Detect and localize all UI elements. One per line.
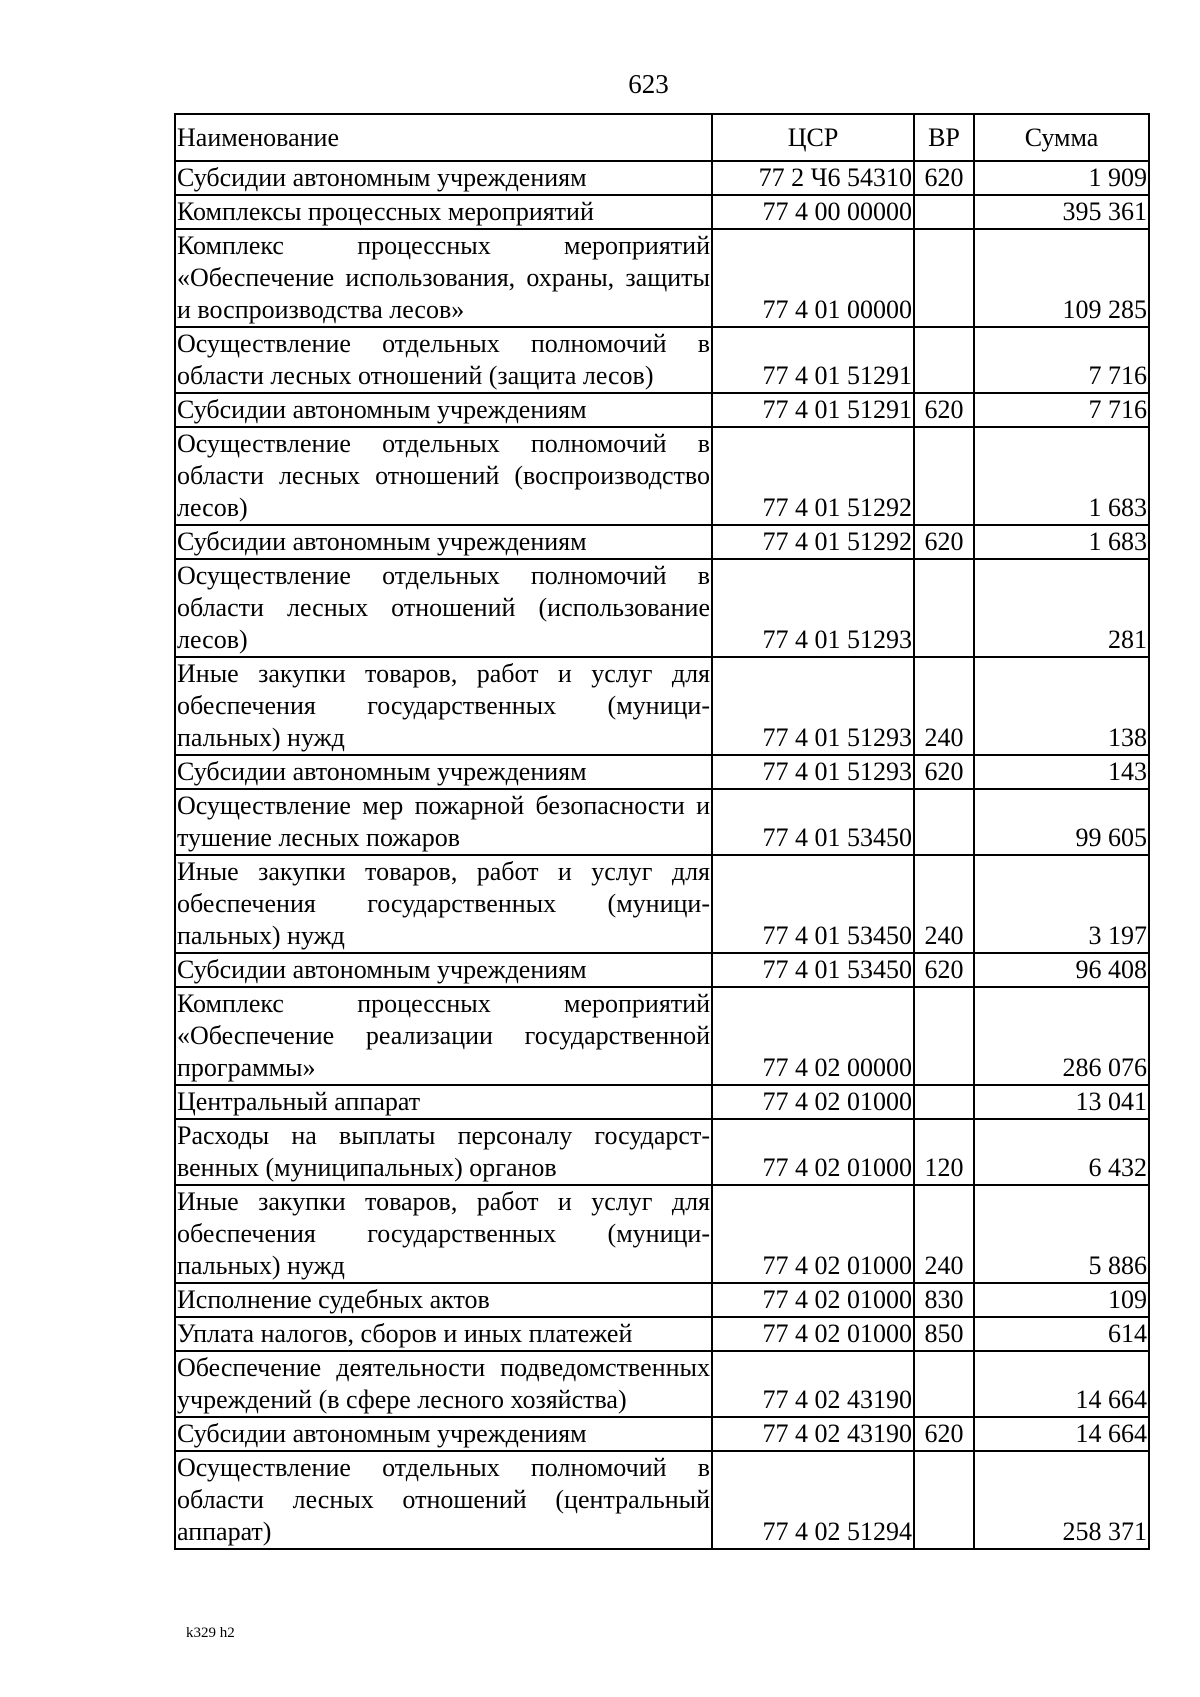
table-row (175, 953, 1149, 987)
header-name: Наименование (175, 114, 712, 161)
cell-sum: 14 664 (974, 1351, 1149, 1417)
cell-name: Центральный аппарат (175, 1085, 712, 1119)
cell-sum: 286 076 (974, 987, 1149, 1085)
cell-name: Комплекс процессных мероприятий «Обеспечение реализации государственной программы» (175, 987, 712, 1085)
cell-vr (914, 195, 974, 229)
cell-name: Субсидии автономным учреждениям (175, 953, 712, 987)
header-sum: Сумма (974, 114, 1149, 161)
cell-vr: 240 (914, 1185, 974, 1283)
budget-table (174, 113, 1150, 1550)
cell-vr: 620 (914, 755, 974, 789)
cell-sum: 143 (974, 755, 1149, 789)
cell-sum: 1 683 (974, 427, 1149, 525)
cell-name: Субсидии автономным учреждениям (175, 161, 712, 195)
cell-name: Комплексы процессных мероприятий (175, 195, 712, 229)
header-vr: ВР (914, 114, 974, 161)
table-row (175, 1317, 1149, 1351)
cell-csr: 77 4 00 00000 (712, 195, 914, 229)
cell-name: Субсидии автономным учреждениям (175, 755, 712, 789)
cell-name: Субсидии автономным учреждениям (175, 1417, 712, 1451)
cell-csr: 77 2 Ч6 54310 (712, 161, 914, 195)
cell-csr: 77 4 02 43190 (712, 1351, 914, 1417)
cell-name: Исполнение судебных актов (175, 1283, 712, 1317)
cell-csr: 77 4 02 01000 (712, 1119, 914, 1185)
table-row (175, 987, 1149, 1085)
cell-vr: 120 (914, 1119, 974, 1185)
table-row (175, 195, 1149, 229)
cell-csr: 77 4 01 51292 (712, 427, 914, 525)
cell-name: Субсидии автономным учреждениям (175, 393, 712, 427)
cell-sum: 1 683 (974, 525, 1149, 559)
cell-csr: 77 4 01 51291 (712, 327, 914, 393)
cell-vr (914, 987, 974, 1085)
table-row (175, 1417, 1149, 1451)
table-header-row (175, 114, 1149, 161)
cell-sum: 96 408 (974, 953, 1149, 987)
cell-sum: 6 432 (974, 1119, 1149, 1185)
cell-name: Осуществление отдельных полномочий в области лесных отношений (воспроизводство лесов) (175, 427, 712, 525)
cell-name: Иные закупки товаров, работ и услуг для обеспечения государственных (муниципальных) нужд (175, 1185, 712, 1283)
header-csr: ЦСР (712, 114, 914, 161)
table-row (175, 855, 1149, 953)
cell-vr (914, 229, 974, 327)
cell-name: Иные закупки товаров, работ и услуг для обеспечения государственных (муниципальных) нужд (175, 855, 712, 953)
cell-vr: 620 (914, 161, 974, 195)
table-row (175, 789, 1149, 855)
cell-csr: 77 4 01 51293 (712, 559, 914, 657)
cell-sum: 7 716 (974, 327, 1149, 393)
cell-name: Уплата налогов, сборов и иных платежей (175, 1317, 712, 1351)
cell-vr (914, 1085, 974, 1119)
cell-name: Осуществление отдельных полномочий в области лесных отношений (защита лесов) (175, 327, 712, 393)
cell-csr: 77 4 02 43190 (712, 1417, 914, 1451)
cell-name: Комплекс процессных мероприятий «Обеспечение использования, охраны, защиты и воспроизводства лесов» (175, 229, 712, 327)
table-row (175, 327, 1149, 393)
table-row (175, 657, 1149, 755)
cell-name: Осуществление отдельных полномочий в области лесных отношений (центральный аппарат) (175, 1451, 712, 1549)
cell-sum: 99 605 (974, 789, 1149, 855)
table-row (175, 229, 1149, 327)
cell-csr: 77 4 02 01000 (712, 1085, 914, 1119)
cell-sum: 258 371 (974, 1451, 1149, 1549)
cell-csr: 77 4 01 53450 (712, 855, 914, 953)
cell-csr: 77 4 02 00000 (712, 987, 914, 1085)
cell-name: Иные закупки товаров, работ и услуг для обеспечения государственных (муниципальных) нужд (175, 657, 712, 755)
cell-csr: 77 4 01 51293 (712, 755, 914, 789)
cell-name: Осуществление отдельных полномочий в области лесных отношений (использование лесов) (175, 559, 712, 657)
cell-csr: 77 4 02 51294 (712, 1451, 914, 1549)
cell-vr: 850 (914, 1317, 974, 1351)
cell-vr (914, 327, 974, 393)
table-row (175, 1119, 1149, 1185)
cell-csr: 77 4 01 53450 (712, 789, 914, 855)
cell-sum: 14 664 (974, 1417, 1149, 1451)
page-number: 623 (628, 69, 669, 99)
cell-name: Обеспечение деятельности подведомственных учреждений (в сфере лесного хозяйства) (175, 1351, 712, 1417)
cell-csr: 77 4 01 51291 (712, 393, 914, 427)
table-row (175, 1283, 1149, 1317)
cell-vr (914, 559, 974, 657)
cell-vr: 830 (914, 1283, 974, 1317)
cell-vr (914, 1351, 974, 1417)
cell-csr: 77 4 01 00000 (712, 229, 914, 327)
table-row (175, 427, 1149, 525)
table-row (175, 1351, 1149, 1417)
cell-sum: 13 041 (974, 1085, 1149, 1119)
cell-sum: 281 (974, 559, 1149, 657)
cell-csr: 77 4 02 01000 (712, 1317, 914, 1351)
cell-vr: 620 (914, 953, 974, 987)
cell-csr: 77 4 01 51292 (712, 525, 914, 559)
cell-csr: 77 4 02 01000 (712, 1185, 914, 1283)
cell-vr: 620 (914, 393, 974, 427)
cell-name: Осуществление мер пожарной безопасности и тушение лесных пожаров (175, 789, 712, 855)
cell-csr: 77 4 02 01000 (712, 1283, 914, 1317)
cell-sum: 109 (974, 1283, 1149, 1317)
table-row (175, 559, 1149, 657)
cell-sum: 7 716 (974, 393, 1149, 427)
cell-vr: 240 (914, 657, 974, 755)
table-row (175, 1085, 1149, 1119)
cell-csr: 77 4 01 53450 (712, 953, 914, 987)
cell-vr: 620 (914, 1417, 974, 1451)
cell-sum: 3 197 (974, 855, 1149, 953)
cell-sum: 109 285 (974, 229, 1149, 327)
cell-sum: 138 (974, 657, 1149, 755)
table-row (175, 161, 1149, 195)
cell-sum: 5 886 (974, 1185, 1149, 1283)
cell-sum: 395 361 (974, 195, 1149, 229)
cell-name: Субсидии автономным учреждениям (175, 525, 712, 559)
table-row (175, 393, 1149, 427)
cell-vr: 620 (914, 525, 974, 559)
table-row (175, 1185, 1149, 1283)
table-row (175, 1451, 1149, 1549)
cell-vr (914, 427, 974, 525)
table-row (175, 525, 1149, 559)
table-row (175, 755, 1149, 789)
cell-vr (914, 1451, 974, 1549)
cell-name: Расходы на выплаты персоналу государственных (муниципальных) органов (175, 1119, 712, 1185)
cell-sum: 1 909 (974, 161, 1149, 195)
cell-csr: 77 4 01 51293 (712, 657, 914, 755)
cell-vr (914, 789, 974, 855)
cell-sum: 614 (974, 1317, 1149, 1351)
footer-code: k329 h2 (186, 1625, 235, 1641)
cell-vr: 240 (914, 855, 974, 953)
